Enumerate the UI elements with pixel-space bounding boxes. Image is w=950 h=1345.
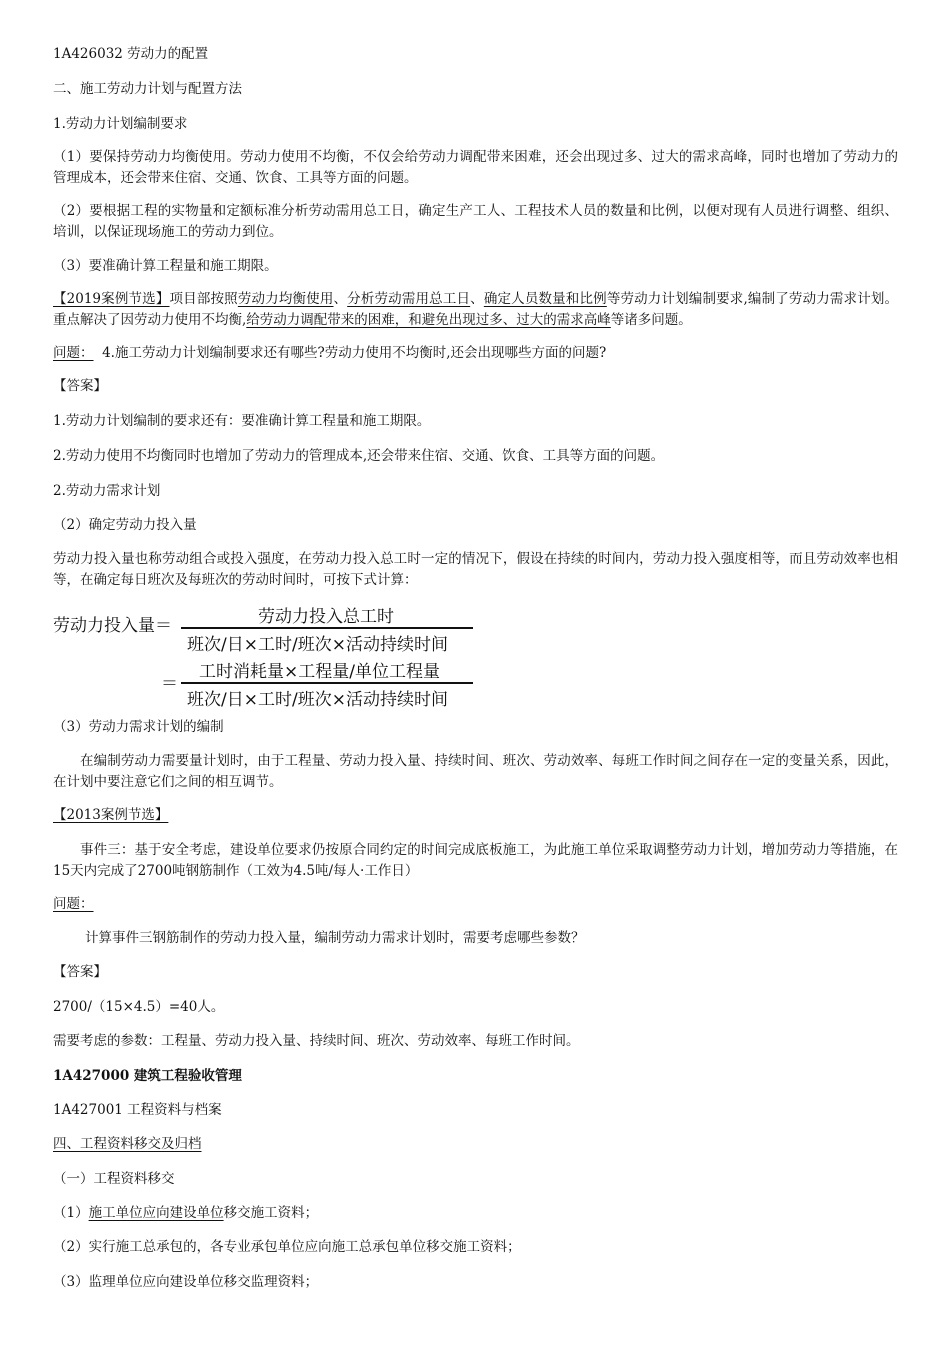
question-label: 问题： xyxy=(53,345,94,361)
requirement-paragraph-3: （3）要准确计算工程量和施工期限。 xyxy=(53,258,278,274)
case-2019-excerpt xyxy=(53,289,898,331)
transfer-item: （2）实行施工总承包的，各专业承包单位应向施工总承包单位移交施工资料； xyxy=(53,1239,521,1255)
labor-input-description: 劳动力投入量也称劳动组合或投入强度，在劳动力投入总工时一定的情况下，假设在持续的时间内，劳动力投入强度相等，而且劳动效率也相等，在确定每日班次及每班次的劳动时间时，可按下式计算： xyxy=(53,551,898,588)
case-underlined-text: 劳动力均衡使用 xyxy=(237,291,334,307)
case-underlined-text: 确定人员数量和比例 xyxy=(483,291,607,307)
case-2013-event: 事件三：基于安全考虑，建设单位要求仍按原合同约定的时间完成底板施工，为此施工单位采取调整劳动力计划，增加劳动力等措施，在15天内完成了2700吨钢筋制作（工效为4.5吨/每人·工作日） xyxy=(53,842,898,879)
answer-line: 2.劳动力使用不均衡同时也增加了劳动力的管理成本,还会带来住宿、交通、饮食、工具等方面的问题。 xyxy=(53,448,665,464)
fraction-bar xyxy=(181,627,473,629)
item-title: 1.劳动力计划编制要求 xyxy=(53,116,188,132)
answer-label: 【答案】 xyxy=(53,378,107,394)
section-title: 四、工程资料移交及归档 xyxy=(53,1136,202,1152)
subitem-title: （3）劳动力需求计划的编制 xyxy=(53,719,224,735)
answer-line: 1.劳动力计划编制的要求还有：要准确计算工程量和施工期限。 xyxy=(53,413,431,429)
section-code-heading: 1A426032 劳动力的配置 xyxy=(53,46,209,62)
requirement-paragraph-2: （2）要根据工程的实物量和定额标准分析劳动需用总工日，确定生产工人、工程技术人员的数量和比例，以便对现有人员进行调整、组织、培训，以保证现场施工的劳动力到位。 xyxy=(53,203,898,240)
case-text: 项目部按照 xyxy=(169,291,238,307)
formula-numerator: 工时消耗量×工程量/单位工程量 xyxy=(199,662,440,682)
formula-equals: ＝ xyxy=(161,674,178,694)
formula-lhs: 劳动力投入量＝ xyxy=(53,616,172,636)
formula-numerator: 劳动力投入总工时 xyxy=(258,607,394,627)
case-text: 、 xyxy=(470,291,484,307)
transfer-item-text: 移交施工资料； xyxy=(223,1205,319,1221)
question-2019 xyxy=(53,344,606,363)
item-title: 2.劳动力需求计划 xyxy=(53,483,161,499)
requirement-paragraph-1: （1）要保持劳动力均衡使用。劳动力使用不均衡，不仅会给劳动力调配带来困难，还会出现过多、过大的需求高峰，同时也增加了劳动力的管理成本，还会带来住宿、交通、饮食、工具等方面的问题。 xyxy=(53,149,898,186)
case-text: 、 xyxy=(333,291,348,307)
answer-label: 【答案】 xyxy=(53,964,107,980)
formula-denominator: 班次/日×工时/班次×活动持续时间 xyxy=(187,635,448,655)
transfer-underlined-text: 施工单位应向建设单位 xyxy=(88,1205,224,1221)
case-underlined-text: 分析劳动需用总工日 xyxy=(347,291,471,307)
subsection-title: （一）工程资料移交 xyxy=(53,1171,175,1187)
case-underlined-text: 给劳动力调配带来的困难，和避免出现过多、过大的需求高峰 xyxy=(246,312,611,328)
case-text: 等劳动力计划编制要求,编制了劳动力需求计划。重点解决了因劳动力使用不均衡, xyxy=(53,291,899,328)
transfer-item: （3）监理单位应向建设单位移交监理资料； xyxy=(53,1274,319,1290)
answer-line: 2700/（15×4.5）=40人。 xyxy=(53,999,225,1015)
section-code-heading: 1A427001 工程资料与档案 xyxy=(53,1102,222,1118)
case-text: 等诸多问题。 xyxy=(610,312,692,328)
section-title: 二、施工劳动力计划与配置方法 xyxy=(53,81,242,97)
transfer-item xyxy=(53,1204,318,1223)
fraction-bar xyxy=(181,682,473,684)
question-text: 计算事件三钢筋制作的劳动力投入量，编制劳动力需求计划时，需要考虑哪些参数？ xyxy=(85,930,585,946)
demand-plan-description: 在编制劳动力需要量计划时，由于工程量、劳动力投入量、持续时间、班次、劳动效率、每班工作时间之间存在一定的变量关系，因此，在计划中要注意它们之间的相互调节。 xyxy=(53,753,898,790)
section-code-heading: 1A427000 建筑工程验收管理 xyxy=(53,1068,242,1084)
transfer-item-number: （1） xyxy=(53,1205,89,1221)
case-2013-tag: 【2013案例节选】 xyxy=(53,807,169,823)
subitem-title: （2）确定劳动力投入量 xyxy=(53,517,197,533)
answer-line: 需要考虑的参数：工程量、劳动力投入量、持续时间、班次、劳动效率、每班工作时间。 xyxy=(53,1033,580,1049)
case-2019-tag: 【2019案例节选】 xyxy=(53,291,170,307)
question-label: 问题： xyxy=(53,896,94,912)
question-text: 4.施工劳动力计划编制要求还有哪些?劳动力使用不均衡时,还会出现哪些方面的问题? xyxy=(102,345,607,361)
labor-input-formula xyxy=(53,600,493,710)
formula-denominator: 班次/日×工时/班次×活动持续时间 xyxy=(187,690,448,710)
